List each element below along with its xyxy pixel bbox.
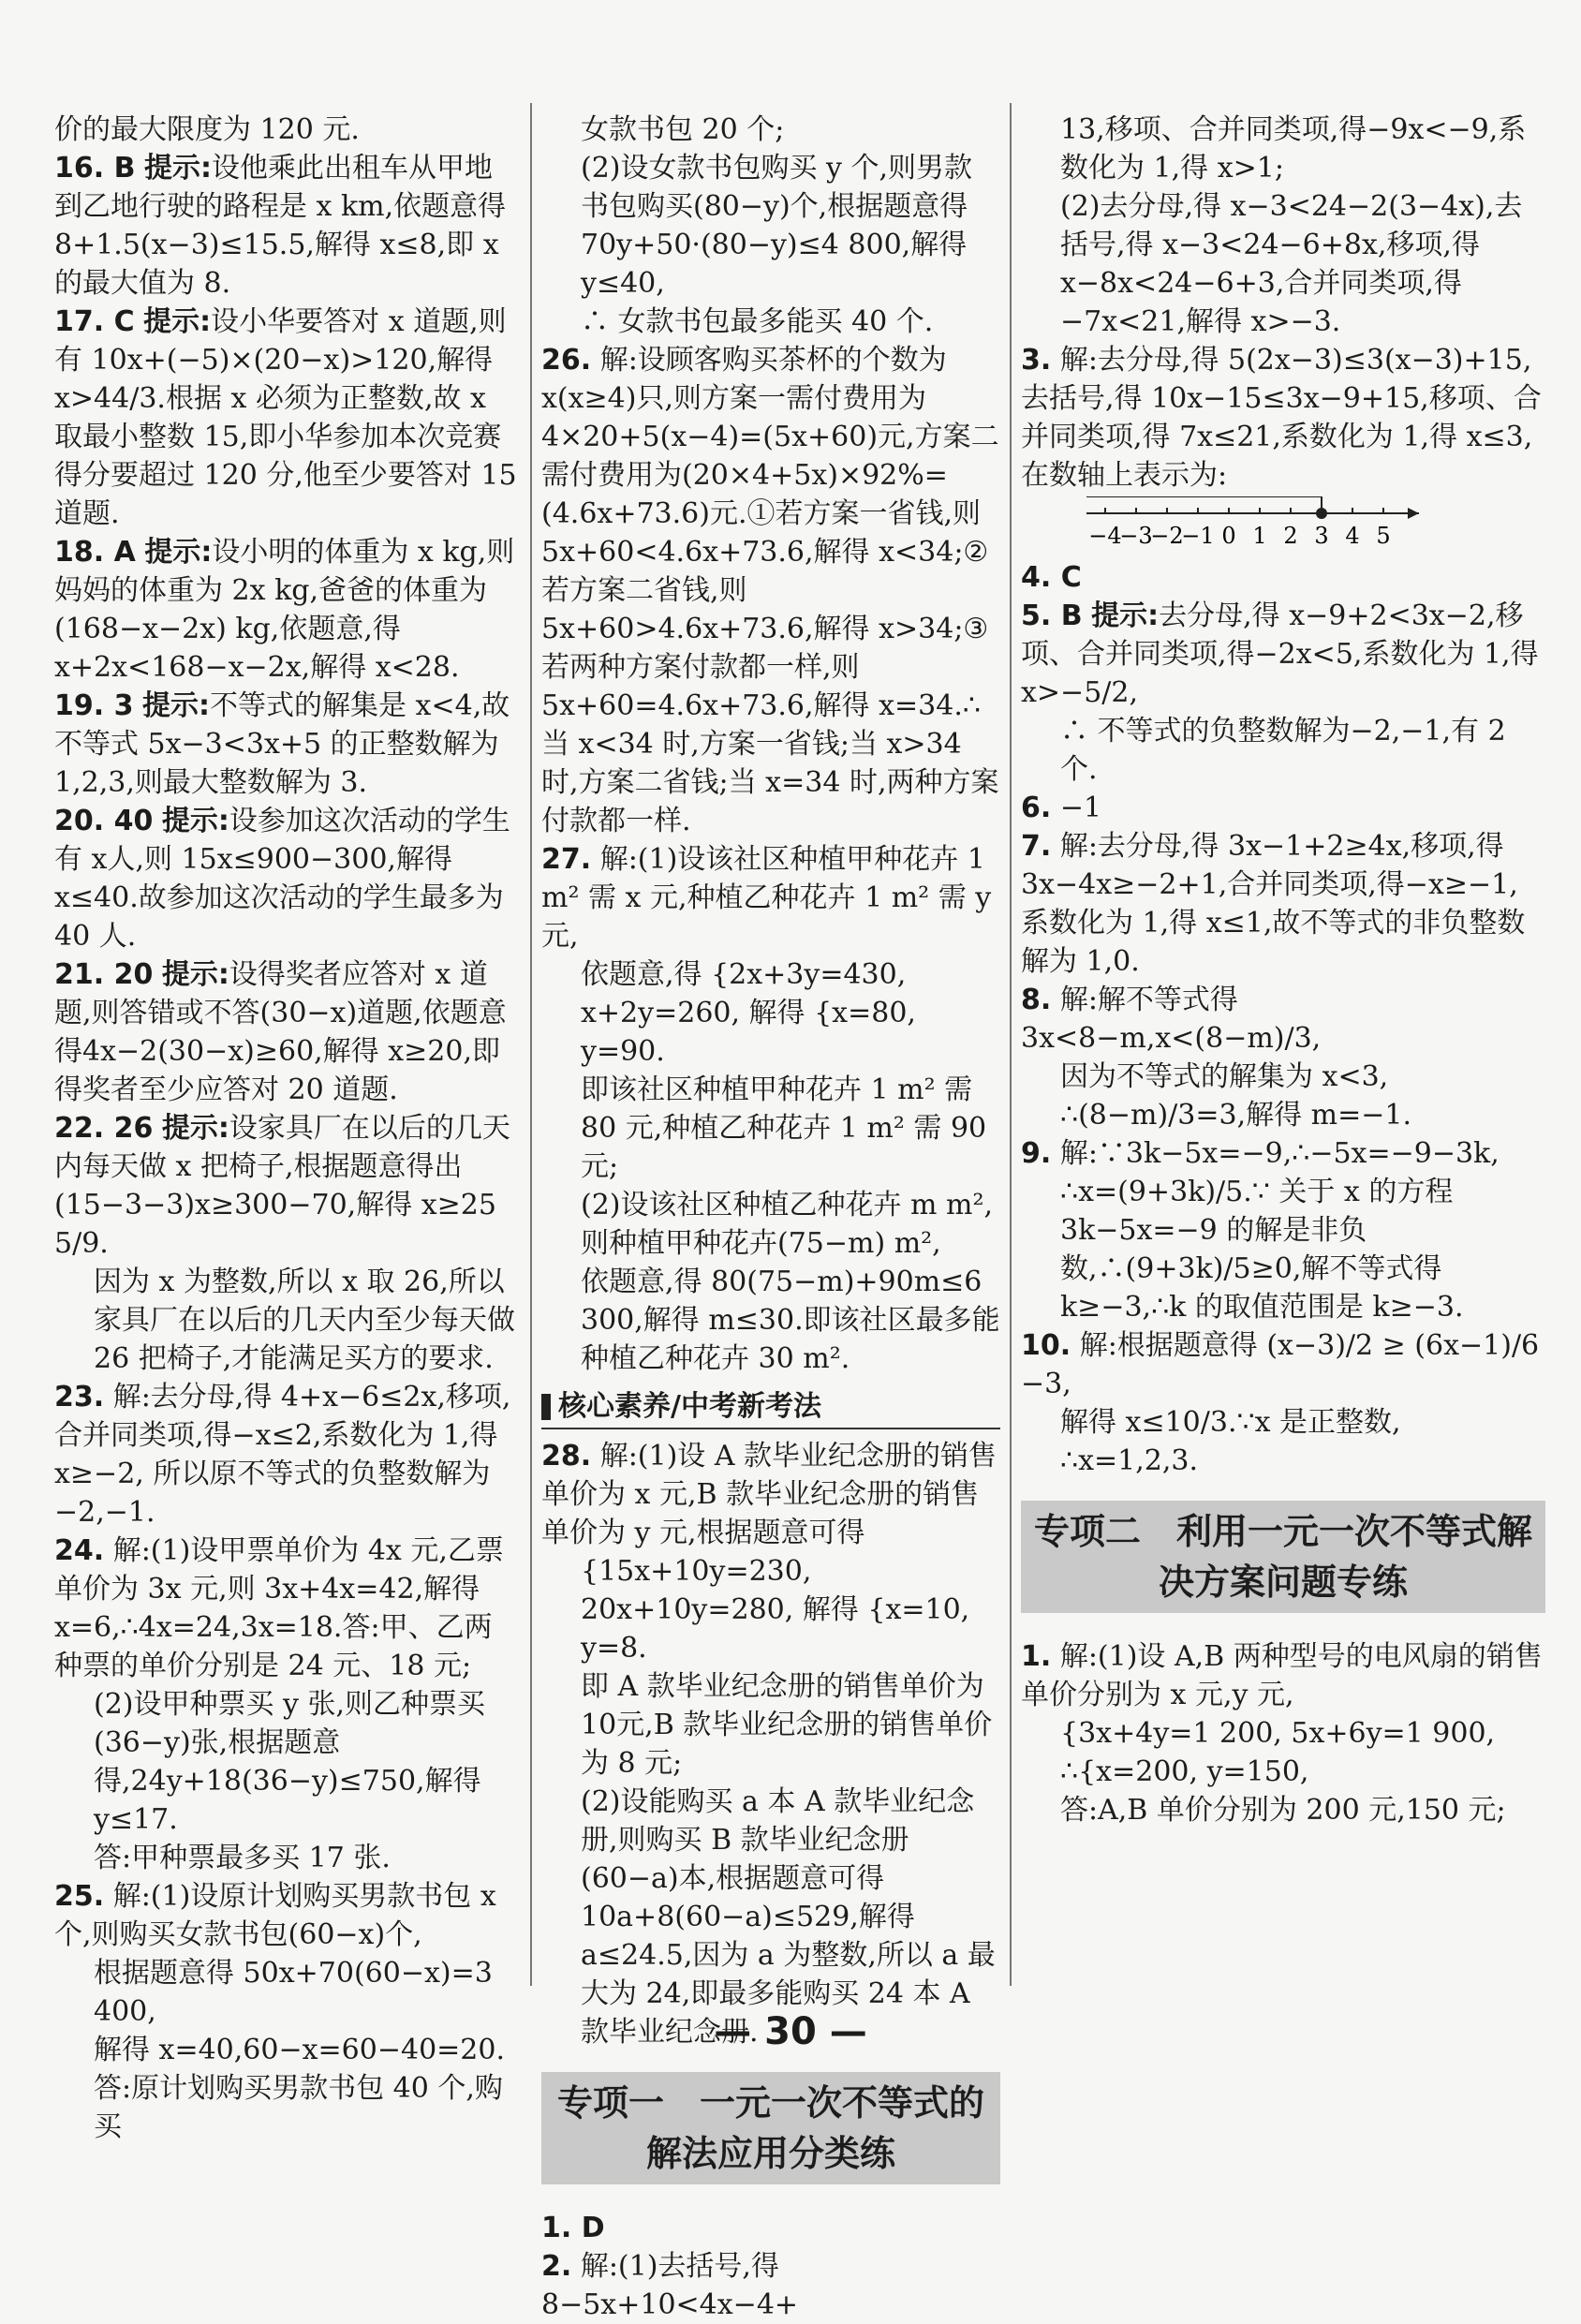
question-number: 23.: [54, 1381, 105, 1414]
question-number: 8.: [1021, 984, 1052, 1016]
answer-text: (2)设甲种票买 y 张,则乙种票买(36−y)张,根据题意得,24y+18(36−y)≤750,解得 y≤17.: [94, 1688, 491, 1836]
answer-text: 因为不等式的解集为 x<3,: [1060, 1060, 1389, 1093]
answer-paragraph: [541, 149, 1000, 303]
question-number: 20. 40: [54, 805, 154, 837]
answer-text: 因为 x 为整数,所以 x 取 26,所以家具厂在以后的几天内至少每天做 26 把椅子,才能满足买方的要求.: [94, 1266, 525, 1375]
number-line-label: −4: [1088, 523, 1122, 549]
answer-text: (2)设该社区种植乙种花卉 m m²,则种植甲种花卉(75−m) m²,: [581, 1189, 994, 1260]
answer-paragraph: [1021, 111, 1545, 187]
hint-label: 提示:: [161, 1112, 229, 1145]
answer-text: {3x+4y=1 200, 5x+6y=1 900,: [1060, 1717, 1496, 1750]
question-number: 1.: [1021, 1640, 1052, 1673]
question-number: 9.: [1021, 1137, 1052, 1170]
number-line-svg: [1086, 496, 1433, 553]
section-banner: 专项一 一元一次不等式的解法应用分类练: [541, 2072, 1000, 2184]
question-number: 25.: [54, 1880, 105, 1913]
answer-paragraph: [54, 1263, 525, 1378]
number-line: [1086, 496, 1545, 553]
answer-paragraph: [54, 1109, 518, 1263]
number-line-arrow: [1408, 508, 1419, 519]
answer-text: 解:(1)设 A 款毕业纪念册的销售单价为 x 元,B 款毕业纪念册的销售单价为 y 元,根据题意可得: [541, 1440, 997, 1549]
answer-paragraph: [54, 1877, 518, 1954]
answer-text: ∴x=(9+3k)/5.∵ 关于 x 的方程 3k−5x=−9 的解是非负数,∴(9+3k)/5≥0,解不等式得 k≥−3,∴k 的取值范围是 k≥−3.: [1060, 1176, 1464, 1324]
answer-text: 根据题意得 50x+70(60−x)=3 400,: [94, 1957, 502, 2028]
answer-paragraph: [1021, 341, 1545, 495]
number-line-label: 0: [1221, 523, 1236, 549]
answer-text: 设小明的体重为 x kg,则妈妈的体重为 2x kg,爸爸的体重为(168−x−2x) kg,依题意,得 x+2x<168−x−2x,解得 x<28.: [54, 536, 515, 684]
answer-paragraph: [54, 2069, 518, 2146]
answer-text: 解:去分母,得 5(2x−3)≤3(x−3)+15,去括号,得 10x−15≤3x−9+15,移项、合并同类项,得 7x≤21,系数化为 1,得 x≤3,在数轴上表示为:: [1021, 344, 1542, 492]
answer-text: 13,移项、合并同类项,得−9x<−9,系数化为 1,得 x>1;: [1060, 113, 1527, 185]
answer-text: 解:(1)设原计划购买男款书包 x 个,则购买女款书包(60−x)个,: [54, 1880, 506, 1951]
number-line-label: −2: [1150, 523, 1184, 549]
answer-paragraph: [541, 1186, 1000, 1263]
answer-text: 解得 x=40,60−x=60−40=20.: [94, 2034, 505, 2066]
answer-text: ∴ 不等式的负整数解为−2,−1,有 2 个.: [1060, 715, 1515, 786]
answer-text: 依题意,得 {2x+3y=430, x+2y=260, 解得 {x=80, y=90.: [581, 958, 925, 1068]
answer-paragraph: [1021, 981, 1545, 1058]
question-number: 4. C: [1021, 561, 1082, 594]
answer-paragraph: [54, 111, 518, 149]
answer-text: 解:∵3k−5x=−9,∴−5x=−9−3k,: [1059, 1137, 1500, 1170]
answer-text: 解得 x≤10/3.∵x 是正整数,: [1060, 1406, 1401, 1439]
answer-text: (2)设能购买 a 本 A 款毕业纪念册,则购买 B 款毕业纪念册(60−a)本,根据题意可得 10a+8(60−a)≤529,解得 a≤24.5,因为 a 为整数,所以 a 最大为 24,即最多能购买 24 本 A 款毕业纪念册.: [581, 1785, 996, 2049]
question-number: 6.: [1021, 792, 1052, 824]
answer-text: (2)设女款书包购买 y 个,则男款书包购买(80−y)个,根据题意得 70y+50·(80−y)≤4 800,解得 y≤40,: [581, 152, 977, 300]
answer-text: 去分母,得 x−9+2<3x−2,移项、合并同类项,得−2x<5,系数化为 1,得 x>−5/2,: [1021, 600, 1548, 709]
answer-paragraph: [1021, 1326, 1548, 1403]
answer-text: 解:去分母,得 3x−1+2≥4x,移项,得 3x−4x≥−2+1,合并同类项,得−x≥−1,系数化为 1,得 x≤1,故不等式的非负整数解为 1,0.: [1021, 830, 1526, 978]
answer-column-2: [541, 111, 1000, 2324]
answer-paragraph: [541, 1667, 1000, 1783]
question-number: 27.: [541, 843, 592, 876]
answer-text: 解:(1)设 A,B 两种型号的电风扇的销售单价分别为 x 元,y 元,: [1021, 1640, 1543, 1711]
answer-paragraph: [54, 802, 518, 955]
column-divider-right: [1010, 103, 1012, 1986]
answer-text: −1: [1059, 792, 1102, 824]
answer-paragraph: [1021, 558, 1545, 597]
question-number: 18. A: [54, 536, 136, 569]
answer-paragraph: [541, 1071, 1000, 1186]
answer-text: {15x+10y=230, 20x+10y=280, 解得 {x=10, y=8.: [581, 1555, 979, 1665]
question-number: 3.: [1021, 344, 1052, 377]
answer-text: 依题意,得 80(75−m)+90m≤6 300,解得 m≤30.即该社区最多能种植乙种花卉 30 m².: [581, 1266, 1000, 1375]
number-line-label: 3: [1314, 523, 1329, 549]
number-line-label: 2: [1283, 523, 1298, 549]
answer-paragraph: [541, 2247, 1000, 2324]
answer-text: 即该社区种植甲种花卉 1 m² 需 80 元,种植乙种花卉 1 m² 需 90 元;: [581, 1073, 996, 1183]
question-number: 24.: [54, 1534, 105, 1567]
answer-paragraph: [541, 341, 1000, 840]
answer-text: 即 A 款毕业纪念册的销售单价为10元,B 款毕业纪念册的销售单价为 8 元;: [581, 1670, 993, 1780]
answer-paragraph: [1021, 712, 1545, 789]
hint-label: 提示:: [144, 152, 213, 185]
answer-paragraph: [54, 1532, 518, 1685]
answer-paragraph: [541, 955, 1000, 1071]
question-number: 21. 20: [54, 958, 154, 991]
question-number: 1. D: [541, 2212, 605, 2244]
answer-paragraph: [54, 1839, 518, 1877]
question-number: 22. 26: [54, 1112, 154, 1145]
answer-text: 设他乘此出租车从甲地到乙地行驶的路程是 x km,依题意得 8+1.5(x−3)≤15.5,解得 x≤8,即 x 的最大值为 8.: [54, 152, 515, 300]
number-line-label: 5: [1376, 523, 1391, 549]
answer-paragraph: [1021, 1791, 1545, 1829]
answer-paragraph: [54, 687, 518, 802]
answer-paragraph: [541, 2209, 1000, 2247]
question-number: 19. 3: [54, 689, 134, 722]
answer-paragraph: [1021, 1134, 1545, 1173]
number-line-solution-ray: [1086, 496, 1322, 513]
answer-text: 解:(1)设该社区种植甲种花卉 1 m² 需 x 元,种植乙种花卉 1 m² 需 y 元,: [541, 843, 1000, 953]
answer-text: ∴{x=200, y=150,: [1060, 1755, 1309, 1788]
question-number: 28.: [541, 1440, 592, 1473]
question-number: 7.: [1021, 830, 1052, 863]
question-number: 5. B: [1021, 600, 1083, 632]
answer-paragraph: [1021, 1753, 1545, 1791]
page-number: — 30 —: [714, 2010, 867, 2053]
answer-paragraph: [1021, 1714, 1545, 1753]
answer-text: 答:原计划购买男款书包 40 个,购买: [94, 2072, 503, 2143]
answer-paragraph: [541, 840, 1000, 955]
answer-paragraph: [541, 1437, 1000, 1552]
answer-paragraph: [1021, 187, 1545, 341]
section-marker: [541, 1394, 551, 1420]
answer-text: 女款书包 20 个;: [581, 113, 785, 146]
number-line-label: 1: [1252, 523, 1267, 549]
answer-text: 解:设顾客购买茶杯的个数为 x(x≥4)只,则方案一需付费用为 4×20+5(x−4)=(5x+60)元,方案二需付费用为(20×4+5x)×92%=(4.6x+73.6)元.①若方案一省钱,则 5x+60<4.6x+73.6,解得 x<34;②若方案二省钱,则 5x+60>4.6x+73.6,解得 x>34;③若两种方案付款都一样,则 5x+60=4.6x+73.6,解得 x=34.∴ 当 x<34 时,方案一省钱;当 x>34 时,方案二省钱;当 x=34 时,两种方案付款都一样.: [541, 344, 999, 837]
answer-paragraph: [1021, 1096, 1545, 1134]
hint-label: 提示:: [144, 536, 213, 569]
answer-paragraph: [1021, 1403, 1545, 1442]
answer-paragraph: [54, 955, 518, 1109]
answer-text: 解:(1)去括号,得 8−5x+10<4x−4+: [541, 2250, 799, 2321]
hint-label: 提示:: [161, 958, 229, 991]
answer-paragraph: [54, 533, 518, 687]
answer-text: 解:根据题意得 (x−3)/2 ≥ (6x−1)/6 −3,: [1021, 1329, 1548, 1400]
answer-text: 不等式的解集是 x<4,故不等式 5x−3<3x+5 的正整数解为 1,2,3,则最大整数解为 3.: [54, 689, 510, 799]
answer-text: 设小华要答对 x 道题,则有 10x+(−5)×(20−x)>120,解得 x>44/3.根据 x 必须为正整数,故 x 取最小整数 15,即小华参加本次竞赛得分要超过 120 分,他至少要答对 15 道题.: [54, 305, 526, 530]
answer-text: ∴(8−m)/3=3,解得 m=−1.: [1060, 1099, 1411, 1132]
question-number: 17. C: [54, 305, 135, 338]
answer-column-1: [54, 111, 526, 2146]
hint-label: 提示:: [142, 689, 211, 722]
answer-paragraph: [1021, 1173, 1545, 1326]
question-number: 16. B: [54, 152, 136, 185]
answer-text: 解:去分母,得 4+x−6≤2x,移项,合并同类项,得−x≤2,系数化为 1,得 x≥−2, 所以原不等式的负整数解为−2,−1.: [54, 1381, 511, 1529]
answer-paragraph: [1021, 1637, 1545, 1714]
section-heading: [541, 1387, 1000, 1429]
answer-paragraph: [1021, 1058, 1545, 1096]
answer-paragraph: [54, 1378, 518, 1532]
number-line-label: −3: [1119, 523, 1153, 549]
hint-label: 提示:: [1091, 600, 1160, 632]
answer-paragraph: [541, 111, 1000, 149]
section-banner: 专项二 利用一元一次不等式解决方案问题专练: [1021, 1501, 1545, 1613]
answer-text: 答:甲种票最多买 17 张.: [94, 1842, 391, 1874]
answer-paragraph: [54, 303, 526, 533]
column-divider-left: [530, 103, 532, 1986]
question-number: 26.: [541, 344, 592, 377]
answer-paragraph: [1021, 827, 1545, 981]
section-title: 核心素养/中考新考法: [558, 1390, 821, 1423]
question-number: 10.: [1021, 1329, 1071, 1362]
answer-text: ∴x=1,2,3.: [1060, 1444, 1199, 1477]
answer-paragraph: [1021, 789, 1545, 827]
answer-paragraph: [541, 1552, 1000, 1667]
answer-text: 答:A,B 单价分别为 200 元,150 元;: [1060, 1794, 1506, 1827]
answer-text: (2)去分母,得 x−3<24−2(3−4x),去括号,得 x−3<24−6+8x,移项,得 x−8x<24−6+3,合并同类项,得−7x<21,解得 x>−3.: [1060, 190, 1523, 338]
answer-text: 解:(1)设甲票单价为 4x 元,乙票单价为 3x 元,则 3x+4x=42,解得 x=6,∴4x=24,3x=18.答:甲、乙两种票的单价分别是 24 元、18 元;: [54, 1534, 504, 1682]
answer-text: 设得奖者应答对 x 道题,则答错或不答(30−x)道题,依题意得4x−2(30−x)≥60,解得 x≥20,即得奖者至少应答对 20 道题.: [54, 958, 507, 1106]
question-number: 2.: [541, 2250, 572, 2283]
answer-paragraph: [54, 149, 518, 303]
answer-text: 设家具厂在以后的几天内每天做 x 把椅子,根据题意得出(15−3−3)x≥300−70,解得 x≥25 5/9.: [54, 1112, 510, 1260]
answer-text: ∴ 女款书包最多能买 40 个.: [581, 305, 934, 338]
number-line-label: 4: [1345, 523, 1360, 549]
answer-text: 价的最大限度为 120 元.: [54, 113, 360, 146]
number-line-label: −1: [1181, 523, 1215, 549]
answer-paragraph: [1021, 1442, 1545, 1480]
answer-text: 设参加这次活动的学生有 x人,则 15x≤900−300,解得 x≤40.故参加这次活动的学生最多为 40 人.: [54, 805, 513, 953]
answer-paragraph: [54, 1685, 518, 1839]
answer-paragraph: [541, 1263, 1000, 1378]
answer-paragraph: [541, 303, 1000, 341]
hint-label: 提示:: [143, 305, 212, 338]
answer-text: 解:解不等式得 3x<8−m,x<(8−m)/3,: [1021, 984, 1322, 1055]
answer-column-3: [1021, 111, 1548, 1829]
hint-label: 提示:: [161, 805, 229, 837]
answer-paragraph: [1021, 597, 1548, 712]
